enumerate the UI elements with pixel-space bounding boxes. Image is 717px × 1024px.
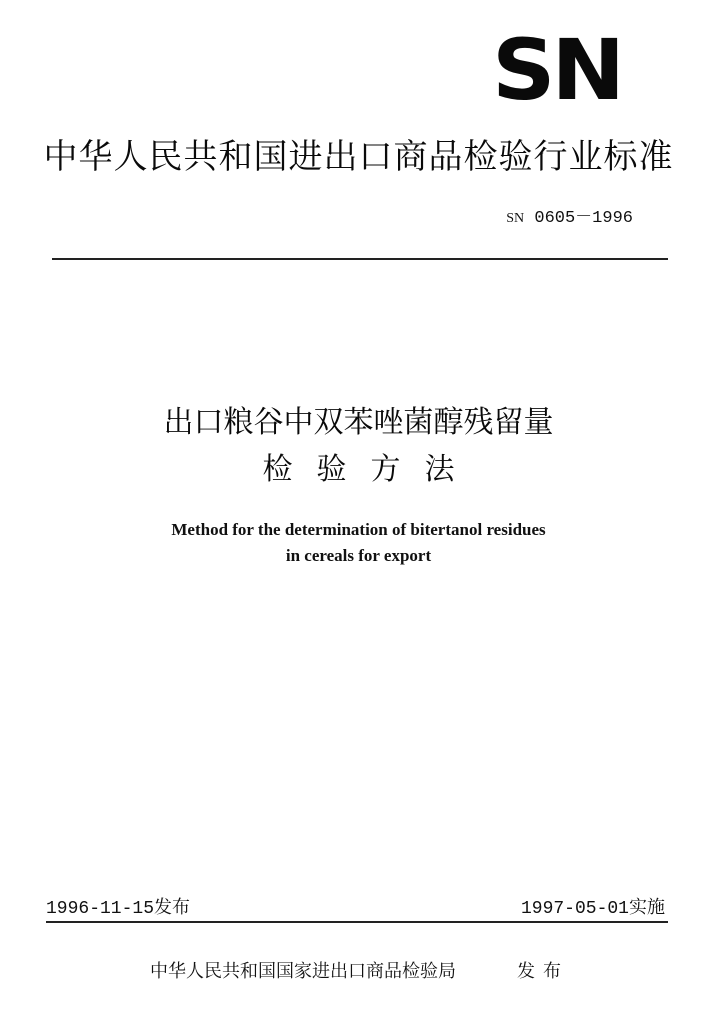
english-title-line2: in cereals for export [285,546,432,565]
issuing-authority: 中华人民共和国国家进出口商品检验局 [150,961,456,982]
chinese-title-line2: 检验方法 [262,452,479,487]
standard-number [506,208,633,230]
standard-number-prefix: SN [506,211,525,226]
standard-number-code: 0605－1996 [534,209,633,228]
english-title-line1: Method for the determination of bitertanol residues [171,520,546,539]
issue-date: 1996-11-15发布 [46,899,191,919]
implementation-date: 1997-05-01实施 [520,899,665,919]
standard-category-title: 中华人民共和国进出口商品检验行业标准 [43,137,674,177]
chinese-title-line1: 出口粮谷中双苯唑菌醇残留量 [163,405,554,440]
issuing-action: 发布 [517,961,569,982]
footer-divider [46,921,668,923]
header-divider [52,258,668,260]
sn-logo: SN [492,21,621,119]
